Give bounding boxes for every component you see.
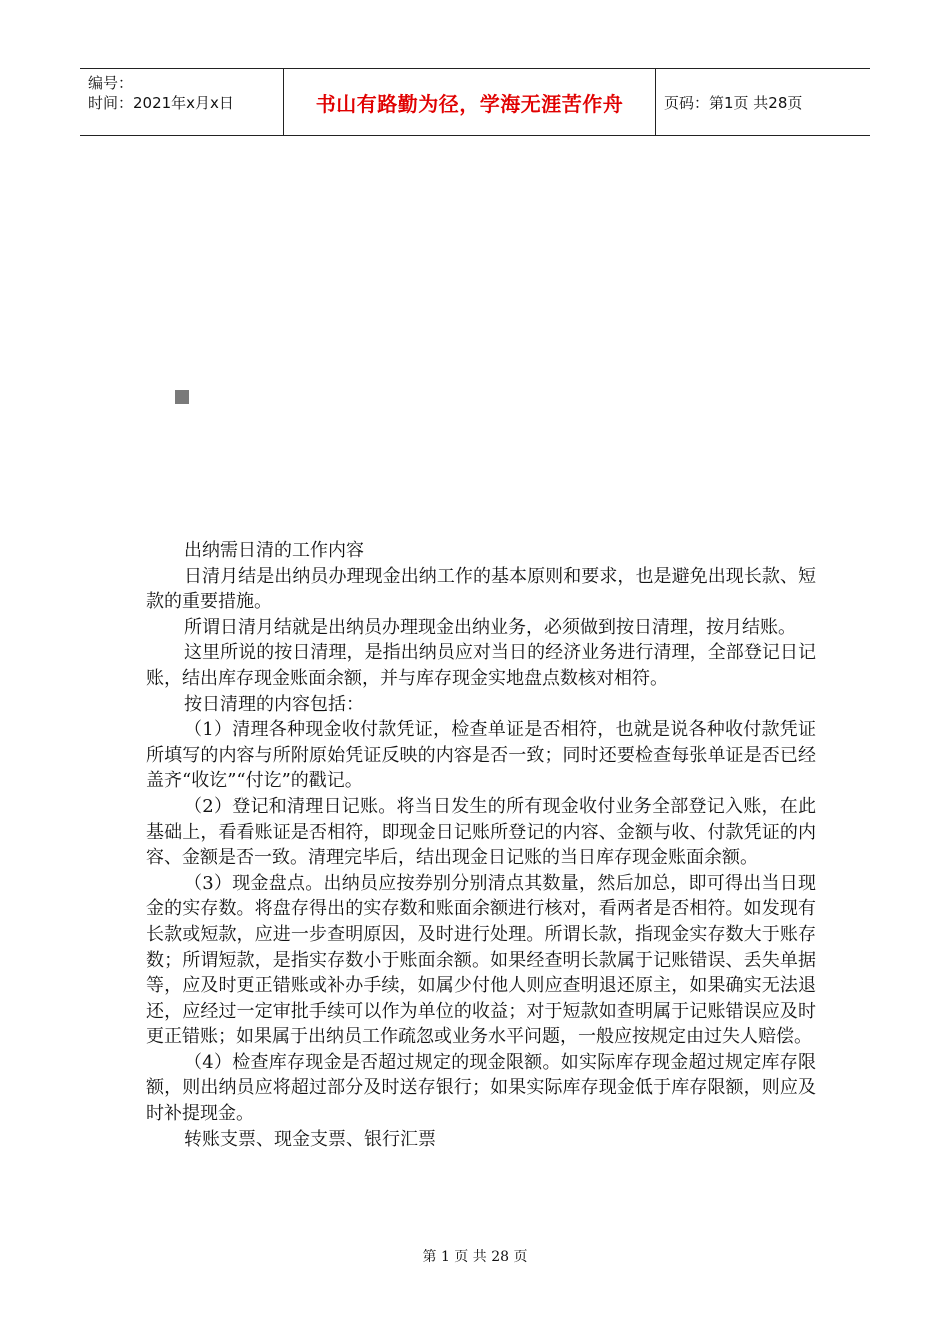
paragraph: （4）检查库存现金是否超过规定的现金限额。如实际库存现金超过规定库存限额，则出纳员应将超过部分及时送存银行；如果实际库存现金低于库存限额，则应及时补提现金。 xyxy=(146,1051,816,1125)
paragraph: 日清月结是出纳员办理现金出纳工作的基本原则和要求，也是避免出现长款、短款的重要措施。 xyxy=(146,565,816,613)
article-body xyxy=(146,538,816,1152)
square-bullet-icon xyxy=(175,390,189,404)
paragraph: 所谓日清月结就是出纳员办理现金出纳业务，必须做到按日清理，按月结账。 xyxy=(184,616,796,638)
paragraph: （2）登记和清理日记账。将当日发生的所有现金收付业务全部登记入账，在此基础上，看看账证是否相符，即现金日记账所登记的内容、金额与收、付款凭证的内容、金额是否一致。清理完毕后，结出现金日记账的当日库存现金账面余额。 xyxy=(146,795,816,869)
paragraph: （3）现金盘点。出纳员应按券别分别清点其数量，然后加总，即可得出当日现金的实存数。将盘存得出的实存数和账面余额进行核对，看两者是否相符。如发现有长款或短款，应进一步查明原因，及时进行处理。所谓长款，指现金实存数大于账存数；所谓短款，是指实存数小于账面余额。如果经查明长款属于记账错误、丢失单据等，应及时更正错账或补办手续，如属少付他人则应查明退还原主，如果确实无法退还，应经过一定审批手续可以作为单位的收益；对于短款如查明属于记账错误应及时更正错账；如果属于出纳员工作疏忽或业务水平问题，一般应按规定由过失人赔偿。 xyxy=(146,872,816,1048)
header-page-info: 页码：第1页 共28页 xyxy=(664,93,803,112)
paragraph: （1）清理各种现金收付款凭证，检查单证是否相符，也就是说各种收付款凭证所填写的内容与所附原始凭证反映的内容是否一致；同时还要检查每张单证是否已经盖齐“收讫”“付讫”的戳记。 xyxy=(146,719,816,792)
paragraph: 转账支票、现金支票、银行汇票 xyxy=(184,1128,436,1150)
article-title: 出纳需日清的工作内容 xyxy=(184,540,364,561)
header-motto: 书山有路勤为径，学海无涯苦作舟 xyxy=(283,69,656,135)
document-number-label: 编号： xyxy=(88,74,134,92)
header-meta xyxy=(80,69,283,135)
paragraph: 按日清理的内容包括： xyxy=(184,693,364,715)
paragraph: 这里所说的按日清理，是指出纳员应对当日的经济业务进行清理，全部登记日记账，结出库存现金账面余额，并与库存现金实地盘点数核对相符。 xyxy=(146,642,816,689)
page-header xyxy=(80,68,870,136)
document-date: 时间：2021年x月x日 xyxy=(88,94,234,112)
page-footer: 第 1 页 共 28 页 xyxy=(422,1249,528,1265)
